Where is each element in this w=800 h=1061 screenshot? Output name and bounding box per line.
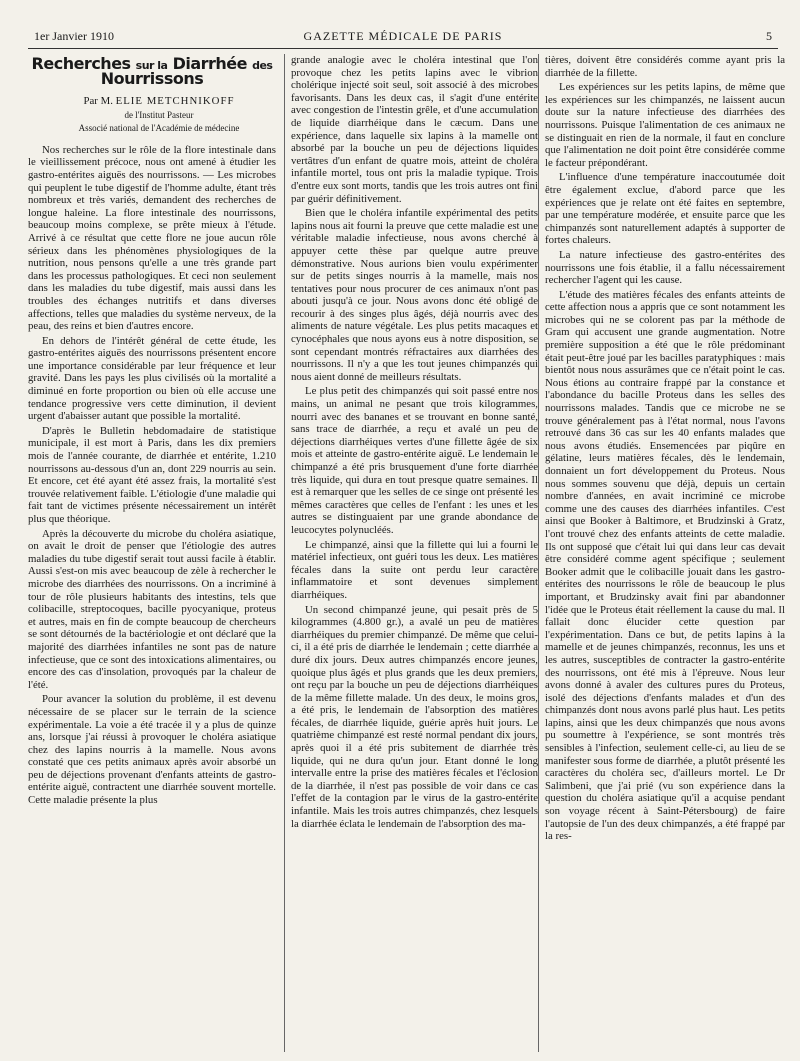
paragraph: grande analogie avec le choléra intestinal que l'on provoque chez les petits lapins avec le vibrion cholérique injecté soit seul, soit associé à des microbes favorisants. Dans les deux cas, il s'agit d'une entérite avec congestion de l'intestin grêle, et d'une accumulation de liquide diarrhéique dans le cæcum. Dans une expérience, dans laquelle six lapins à la mamelle ont absorbé par la bouche un peu de déjections liquides vertâtres d'un enfant de quatre mois, atteint de choléra infantile mortel, tous ont pris la maladie typique. Trois d'entre eux sont morts, tandis que les trois autres ont fini par guérir définitivement. (291, 54, 538, 205)
paragraph: La nature infectieuse des gastro-entérites des nourrissons une fois établie, il a fallu nécessairement rechercher l'agent qui les cause. (545, 248, 785, 287)
paragraph: D'après le Bulletin hebdomadaire de statistique municipale, il est mort à Paris, dans les dix premiers mois de l'année courante, de diarrhée et entérite, 1.210 nourrissons au-dessous d'un an, dont 229 nourris au sein. Et encore, cet été ayant été assez frais, la mortalité s'est trouvée relativement faible. L'étiologie d'une maladie qui fait tant de victimes présente nécessairement un intérêt plus que théorique. (28, 424, 276, 525)
header-rule (28, 48, 778, 49)
article-heading (28, 54, 276, 134)
paragraph: L'influence d'une température inaccoutumée doit être également exclue, d'abord parce que les expériences que je relate ont été faites en septembre, par une température modérée, et ensuite parce que les chimpanzés sont naturellement adaptés à supporter de fortes chaleurs. (545, 171, 785, 247)
paragraph: Bien que le choléra infantile expérimental des petits lapins nous ait fourni la preuve que cette maladie est une véritable maladie infectieuse, nous avons cherché à appuyer cette thèse par quelque autre preuve démonstrative. Nous aurions bien voulu expérimenter sur de petits singes nourris à la mamelle, mais nos tentatives pour nous procurer de ces animaux n'ont pas abouti jusqu'à ce jour. Nous avons donc été obligé de recourir à des singes plus âgés, déjà nourris avec des aliments de nature végétale. Les plus petits macaques et cynocéphales que nous ayons eus à notre disposition, se sont cependant montrés réfractaires aux diarrhées des nourrissons. Il n'y a que les tout jeunes chimpanzés qui nous aient donné de meilleurs résultats. (291, 207, 538, 383)
paragraph: L'étude des matières fécales des enfants atteints de cette affection nous a appris que ce sont notamment les microbes qui ne se colorent pas par la méthode de Gram qui accusent une grande augmentation. Notre première supposition a été que le rôle prédominant était peut-être joué par les bacilles paratyphiques : mais bientôt nous nous assurâmes que ce n'était point le cas. Nous étions au contraire frappé par la constance et l'abondance du bacille Proteus dans les selles des nourrissons malades. Tandis que ce microbe ne se trouve généralement pas à l'état normal, nous l'avons retrouvé dans 36 cas sur les 40 enfants malades que nous avons étudiés. Ensemencées par piqûre en gélatine, leurs matières fécales, dès le lendemain, donnaient un fort développement du Proteus. Nous nous sommes souvenu que déjà, depuis un certain nombre d'années, en avait incriminé ce microbe comme une des causes des diarrhées infantiles. C'est ainsi que Booker à Baltimore, et Brudzinski à Gratz, l'ont trouvé chez des enfants atteints de cette maladie. Ils ont supposé que c'était lui qui dans leur cas devait être considéré comme agent spécifique ; seulement Booker admit que le colibacille jouait dans les gastro-entérites des nourrissons le rôle de beaucoup le plus important, et Brudzinsky avait fini par abandonner l'idée que le Proteus était réellement la cause du mal. Il fallait donc élucider cette question par l'expérimentation. Dans ce but, de petits lapins à la mamelle et de jeunes chimpanzés, reconnus, les uns et les autres, susceptibles de contracter la gastro-entérite des nourrissons, ont été mis à l'épreuve. Nous leur avons donné à avaler des cultures pures du Proteus, isolé des déjections d'enfants malades et d'un des chimpanzés dont nous avons parlé plus haut. Les petits lapins, ainsi que les deux chimpanzés que nous avons pu soumettre à l'expérience, se sont montrés très sensibles à l'infection, seulement celle-ci, au lieu de se manifester sous forme de diarrhée, a plutôt présenté les caractères du choléra sec, d'ailleurs mortel. Le Dr Salimbeni, que j'ai prié (vu son expérience dans la question du choléra asiatique qu'il a acquise pendant son voyage récent à Saint-Pétersbourg) de faire l'autopsie de l'un des deux chimpanzés, a été frappé par la res- (545, 288, 785, 843)
author-affiliation-1: de l'Institut Pasteur (124, 109, 194, 120)
column-2 (284, 54, 538, 1052)
page-number: 5 (766, 29, 772, 43)
paragraph: Un second chimpanzé jeune, qui pesait près de 5 kilogrammes (4.800 gr.), a avalé un peu de matières diarrhéiques du premier chimpanzé. De même que celui-ci, il a été pris de diarrhée le lendemain ; cette diarrhée a duré dix jours. Deux autres chimpanzés encore jeunes, quoique plus âgés et plus grands que les deux premiers, ont reçu par la bouche un peu de déjections diarrhéiques de la même fillette malade. Un des deux, le moins gros, a été pris, le lendemain de l'absorption des matières fécales, de diarrhée liquide, guérie après huit jours. Le quatrième chimpanzé est resté normal pendant dix jours, après quoi il a été pris subitement de diarrhée très liquide, qui ne dura qu'un jour. Etant donné le long intervalle entre la prise des matières fécales et l'éclosion de la diarrhée, il n'est pas possible de voir dans ce cas l'effet de la contagion par le virus de la gastro-entérite infantile. Mais les trois autres chimpanzés, chez lesquels la diarrhée éclata le lendemain de l'absorption des ma- (291, 603, 538, 830)
journal-title: GAZETTE MÉDICALE DE PARIS (303, 29, 503, 43)
column-3 (538, 54, 785, 1052)
title-word: Nourrissons (100, 68, 204, 88)
paragraph: tières, doivent être considérés comme ayant pris la diarrhée de la fillette. (545, 54, 785, 79)
page-header (28, 29, 778, 49)
title-word: sur la (135, 59, 168, 72)
author-line (28, 95, 276, 108)
paragraph: Nos recherches sur le rôle de la flore intestinale dans le vieillissement précoce, nous ont amené à étudier les gastro-entérites aiguës des nourrissons. — Les microbes qui peuplent le tube digestif de l'homme adulte, étant très nombreux et très variés, demandent des recherches de longue haleine. La flore intestinale des nourrissons, beaucoup moins complexe, se prête mieux à l'étude. Arrivé à ce résultat que cette flore ne joue aucun rôle sérieux dans les phénomènes physiologiques de la nutrition, nous pensons qu'elle a une très grande part dans les processus pathologiques. Et ceci non seulement dans les maladies du tube digestif, mais aussi dans les troubles des échanges nutritifs et dans diverses affections, telles que maladies du système nerveux, de la peau, des reins et bien d'autres encore. (28, 143, 276, 333)
author-name: ELIE METCHNIKOFF (115, 95, 235, 108)
title-word: Diarrhée (172, 54, 247, 73)
paragraph: Pour avancer la solution du problème, il est devenu nécessaire de se placer sur le terrain de la science expérimentale. La voie a été tracée il y a plus de quinze ans, lorsque j'ai réussi à provoquer le choléra asiatique chez des lapins nourris à la mamelle. Nous avons constaté que ces petits animaux après avoir absorbé un peu de déjections provenant d'enfants atteints de gastro-entérite aiguë, contractent une diarrhée souvent mortelle. Cette maladie présente la plus (28, 693, 276, 807)
issue-date: 1er Janvier 1910 (34, 29, 114, 43)
paragraph: Le plus petit des chimpanzés qui soit passé entre nos mains, un animal ne pesant que trois kilogrammes, nourri avec des bananes et se trouvant en bonne santé, sans trace de diarrhée, a reçu et avalé un peu de déjections diarrhéiques vertes d'une fillette âgée de six mois et atteinte de gastro-entérite aiguë. Le lendemain le chimpanzé a été pris brusquement d'une forte diarrhée très liquide, qui dura en tout presque quatre semaines. Il est à remarquer que les selles de ce singe ont présenté les mêmes caractères que celles de l'enfant : les unes et les autres se distinguaient par une grande abondance de leucocytes polynucléés. (291, 385, 538, 536)
author-prefix: Par M. (83, 95, 113, 108)
author-affiliation-2: Associé national de l'Académie de médecine (78, 122, 240, 133)
title-word: Recherches (31, 54, 131, 73)
column-1 (28, 54, 276, 1052)
paragraph: Le chimpanzé, ainsi que la fillette qui lui a fourni le matériel infectieux, ont guéri tous les deux. Les matières fécales dans la suite ont perdu leur caractère inflammatoire et sont devenues simplement diarrhéiques. (291, 538, 538, 601)
article-title (28, 54, 276, 88)
paragraph: En dehors de l'intérêt général de cette étude, les gastro-entérites aiguës des nourrissons présentent encore une importance considérable par leur fréquence et leur gravité. Dans les pays les plus civilisés où la mortalité a diminué en forte proportion ou bien où elle accuse une tendance progressive vers cette diminution, il devient urgent d'abaisser autant que possible la mortalité. (28, 334, 276, 423)
title-word: des (252, 59, 273, 72)
paragraph: Les expériences sur les petits lapins, de même que les expériences sur les chimpanzés, ne laissent aucun doute sur la nature infectieuse des diarrhées des nourrissons. Puisque l'alimentation de ces animaux ne se distinguait en rien de la normale, il faut en conclure que l'alimentation ne doit point être considérée comme le facteur prépondérant. (545, 81, 785, 169)
paragraph: Après la découverte du microbe du choléra asiatique, on avait le droit de penser que l'étiologie des autres maladies du tube digestif serait tout aussi facile à établir. Aussi s'est-on mis avec beaucoup de zèle à rechercher le microbe des diarrhées des nourrissons. On a incriminé à tour de rôle plusieurs habitants des intestins, tels que colibacille, streptocoques, bacille pyocyanique, proteus et autres, mais en fin de compte beaucoup de chercheurs se sont détournés de la bactériologie et ont déclaré que la majorité des diarrhées infantiles ne sont pas de nature infectieuse, que ce sont des intoxications alimentaires, ou encore des cas d'insolation, provoqués par la chaleur de l'été. (28, 527, 276, 691)
